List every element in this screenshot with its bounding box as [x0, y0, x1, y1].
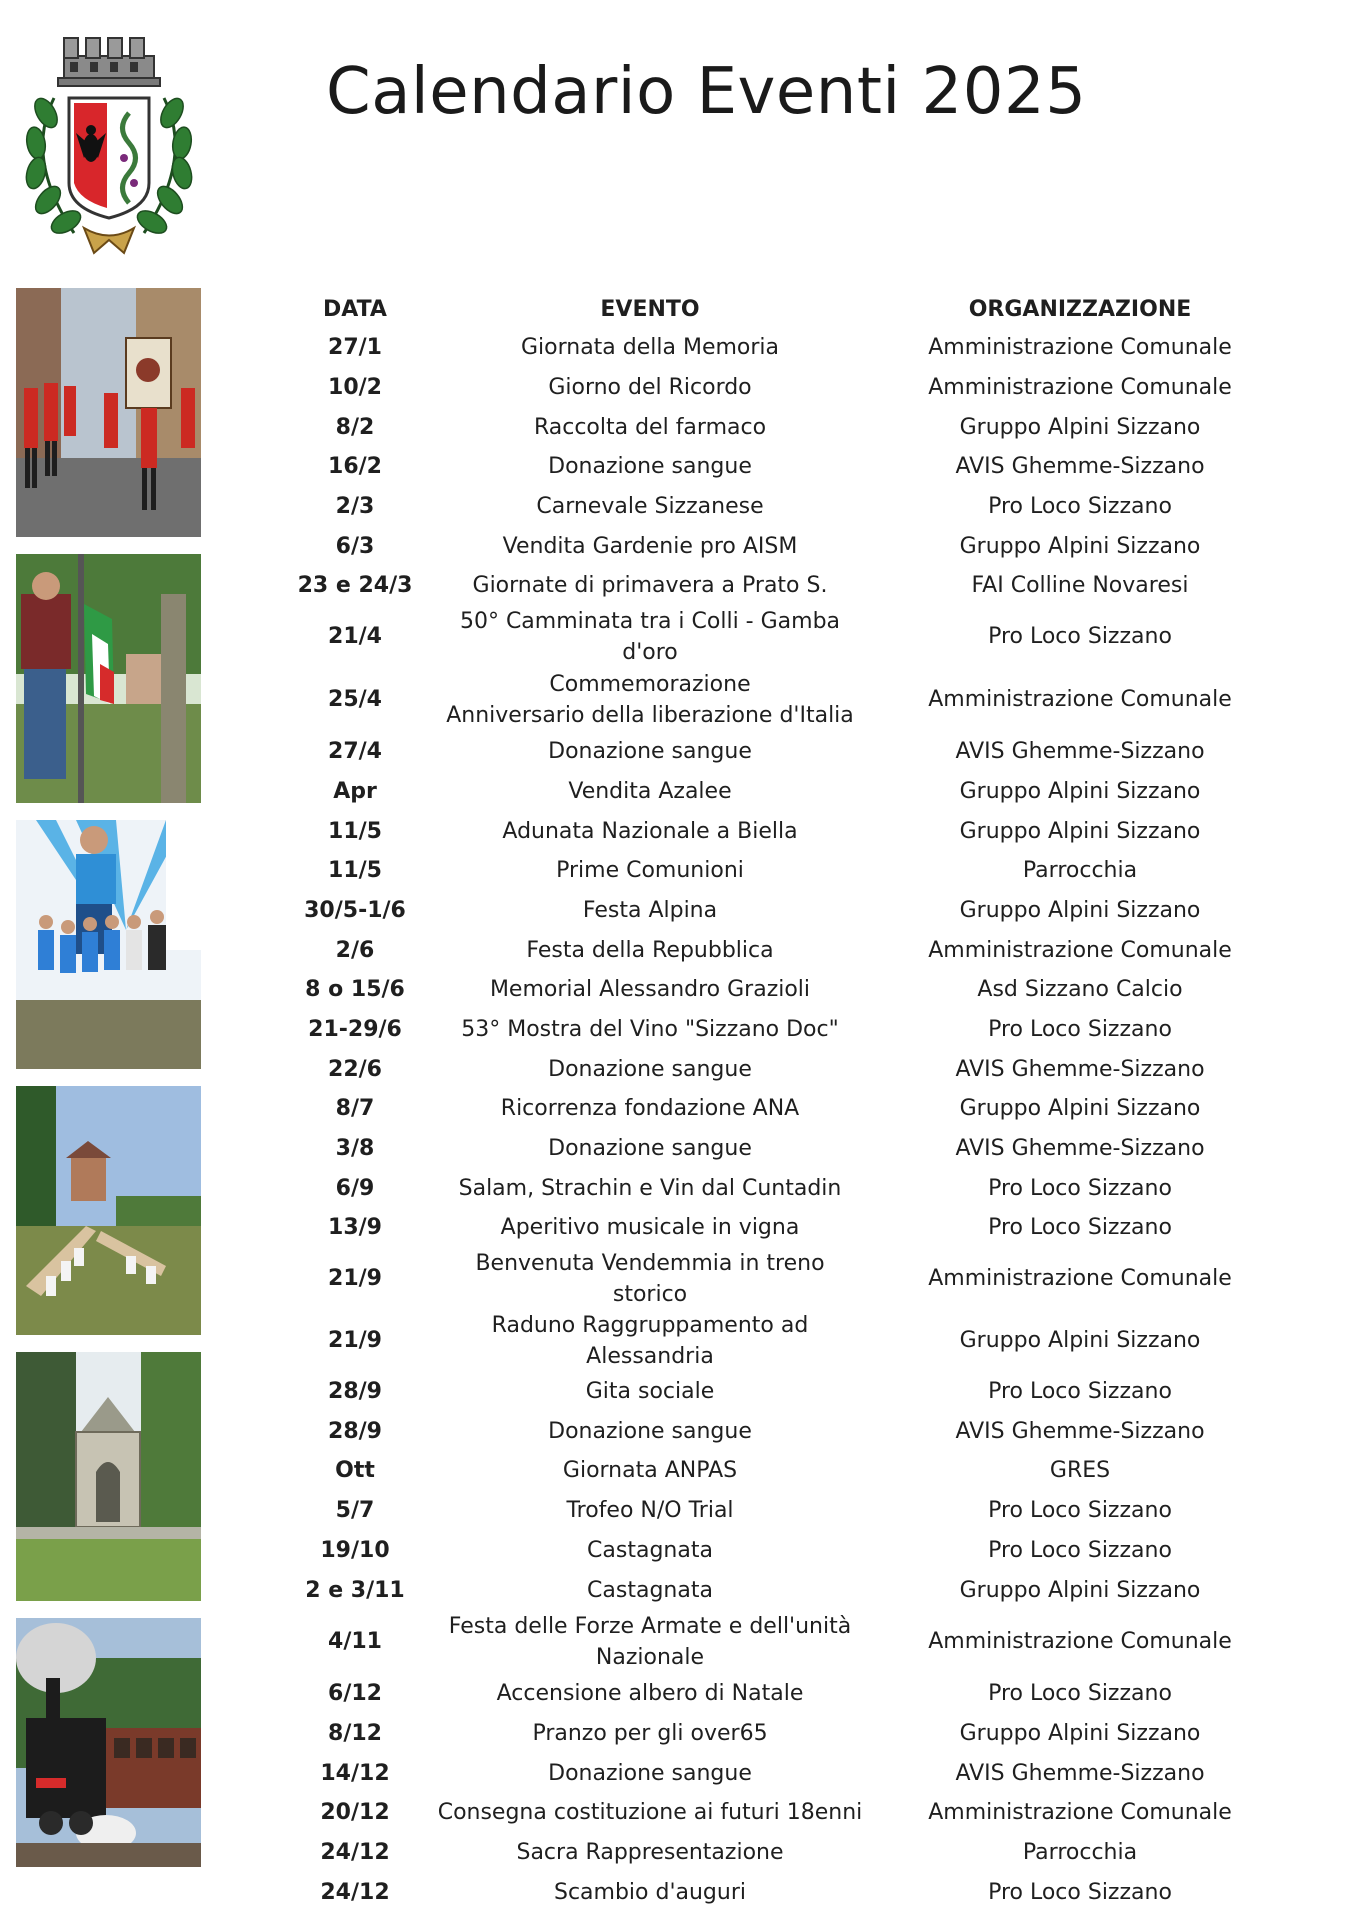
- event-name: [435, 606, 865, 668]
- table-row: [275, 447, 1295, 487]
- event-organizer: AVIS Ghemme-Sizzano: [955, 739, 1205, 765]
- table-row: [275, 328, 1295, 368]
- event-name: [435, 935, 865, 966]
- event-name: [435, 1054, 865, 1085]
- table-row: [275, 772, 1295, 812]
- table-row: [275, 1089, 1295, 1129]
- event-organizer: Amministrazione Comunale: [928, 1266, 1232, 1292]
- table-row: [275, 891, 1295, 931]
- event-organizer: Parrocchia: [1022, 1839, 1138, 1865]
- event-name: [435, 1758, 865, 1789]
- event-organizer: Amministrazione Comunale: [928, 1629, 1232, 1655]
- event-name: [435, 1310, 865, 1372]
- event-name-line: Donazione sangue: [548, 739, 752, 765]
- event-name: [435, 1248, 865, 1310]
- event-organizer: AVIS Ghemme-Sizzano: [955, 1760, 1205, 1786]
- event-date: 21/9: [328, 1266, 382, 1292]
- event-name-line: Nazionale: [595, 1644, 705, 1670]
- event-name: [435, 1495, 865, 1526]
- table-row: [275, 851, 1295, 891]
- event-name: [435, 1455, 865, 1486]
- event-name-line: Vendita Azalee: [568, 778, 732, 804]
- event-name-line: Consegna costituzione ai futuri 18enni: [437, 1800, 863, 1826]
- event-organizer: Pro Loco Sizzano: [988, 1498, 1172, 1524]
- event-name: [435, 1837, 865, 1868]
- event-organizer: Gruppo Alpini Sizzano: [959, 1577, 1201, 1603]
- event-date: 2/3: [335, 494, 375, 520]
- event-organizer: Gruppo Alpini Sizzano: [959, 897, 1201, 923]
- event-name-line: Donazione sangue: [548, 1136, 752, 1162]
- event-name-line: Vendita Gardenie pro AISM: [502, 533, 798, 559]
- event-date: 28/9: [328, 1379, 382, 1405]
- team-mural-photo: [16, 820, 201, 1069]
- event-date: 5/7: [335, 1498, 375, 1524]
- event-name-line: Donazione sangue: [548, 1418, 752, 1444]
- event-name: [435, 491, 865, 522]
- header-organization: ORGANIZZAZIONE: [968, 296, 1192, 322]
- table-row: [275, 1168, 1295, 1208]
- table-row: [275, 407, 1295, 447]
- event-name-line: Ricorrenza fondazione ANA: [500, 1096, 800, 1122]
- event-date: 14/12: [320, 1760, 390, 1786]
- event-organizer: Pro Loco Sizzano: [988, 494, 1172, 520]
- event-name: [435, 1535, 865, 1566]
- table-row: [275, 1610, 1295, 1674]
- event-name: [435, 1797, 865, 1828]
- event-organizer: GRES: [1049, 1458, 1111, 1484]
- event-name-line: Trofeo N/O Trial: [566, 1498, 734, 1524]
- event-name-line: Giornata ANPAS: [562, 1458, 738, 1484]
- event-date: 8/7: [335, 1096, 375, 1122]
- event-name-line: Benvenuta Vendemmia in treno storico: [475, 1250, 825, 1307]
- header-event: EVENTO: [600, 296, 700, 322]
- event-name: [435, 669, 865, 731]
- event-date: 28/9: [328, 1418, 382, 1444]
- event-date: 19/10: [320, 1537, 390, 1563]
- table-row: [275, 811, 1295, 851]
- event-name-line: Raccolta del farmaco: [533, 414, 767, 440]
- event-date: 11/5: [328, 858, 382, 884]
- event-name: [435, 412, 865, 443]
- event-name: [435, 372, 865, 403]
- event-name-line: Gita sociale: [585, 1379, 715, 1405]
- event-name-line: 50° Camminata tra i Colli - Gamba d'oro: [459, 608, 841, 665]
- chapel-photo: [16, 1352, 201, 1601]
- event-organizer: Pro Loco Sizzano: [988, 1537, 1172, 1563]
- events-table: [275, 290, 1295, 1912]
- event-name: [435, 332, 865, 363]
- event-date: 22/6: [328, 1056, 382, 1082]
- table-row: [275, 1372, 1295, 1412]
- event-organizer: Gruppo Alpini Sizzano: [959, 414, 1201, 440]
- event-name-line: Giornate di primavera a Prato S.: [472, 573, 828, 599]
- crown-icon: [58, 38, 160, 86]
- event-name-line: Accensione albero di Natale: [496, 1681, 804, 1707]
- event-name-line: Anniversario della liberazione d'Italia: [446, 702, 854, 728]
- event-organizer: Amministrazione Comunale: [928, 335, 1232, 361]
- event-name-line: Carnevale Sizzanese: [536, 494, 764, 520]
- event-name: [435, 570, 865, 601]
- event-name-line: Sacra Rappresentazione: [516, 1839, 784, 1865]
- event-name: [435, 531, 865, 562]
- event-name: [435, 1718, 865, 1749]
- table-row: [275, 1753, 1295, 1793]
- event-name-line: Prime Comunioni: [556, 858, 744, 884]
- event-date: Ott: [335, 1458, 375, 1484]
- table-row: [275, 1010, 1295, 1050]
- parade-photo: [16, 288, 201, 537]
- event-name-line: Salam, Strachin e Vin dal Cuntadin: [458, 1175, 842, 1201]
- event-date: 25/4: [328, 687, 382, 713]
- header-date: DATA: [323, 296, 387, 322]
- vineyard-dinner-photo: [16, 1086, 201, 1335]
- event-name: [435, 895, 865, 926]
- event-name: [435, 855, 865, 886]
- table-row: [275, 368, 1295, 408]
- page-title: Calendario Eventi 2025: [326, 55, 1087, 129]
- table-row: [275, 668, 1295, 732]
- event-name: [435, 974, 865, 1005]
- event-name-line: Aperitivo musicale in vigna: [500, 1215, 800, 1241]
- event-date: 2 e 3/11: [305, 1577, 405, 1603]
- table-row: [275, 930, 1295, 970]
- event-name: [435, 776, 865, 807]
- event-date: 3/8: [335, 1136, 375, 1162]
- event-organizer: Pro Loco Sizzano: [988, 1879, 1172, 1905]
- table-row: [275, 1793, 1295, 1833]
- table-row: [275, 970, 1295, 1010]
- event-name: [435, 1611, 865, 1673]
- table-row: [275, 1674, 1295, 1714]
- table-header: [275, 290, 1295, 328]
- event-organizer: Asd Sizzano Calcio: [977, 977, 1183, 1003]
- event-organizer: Gruppo Alpini Sizzano: [959, 1720, 1201, 1746]
- event-name: [435, 1416, 865, 1447]
- event-date: 21/9: [328, 1328, 382, 1354]
- steam-train-photo: [16, 1618, 201, 1867]
- event-date: 27/4: [328, 739, 382, 765]
- table-row: [275, 1411, 1295, 1451]
- event-organizer: Amministrazione Comunale: [928, 1800, 1232, 1826]
- event-name-line: Memorial Alessandro Grazioli: [489, 977, 811, 1003]
- event-organizer: Pro Loco Sizzano: [988, 1681, 1172, 1707]
- table-row: [275, 1451, 1295, 1491]
- event-organizer: Pro Loco Sizzano: [988, 1175, 1172, 1201]
- event-date: 8/12: [328, 1720, 382, 1746]
- event-organizer: AVIS Ghemme-Sizzano: [955, 454, 1205, 480]
- table-row: [275, 732, 1295, 772]
- event-date: 13/9: [328, 1215, 382, 1241]
- event-name-line: Raduno Raggruppamento ad Alessandria: [491, 1312, 809, 1369]
- event-name-line: Commemorazione: [549, 671, 751, 697]
- event-organizer: Amministrazione Comunale: [928, 375, 1232, 401]
- event-date: 30/5-1/6: [304, 897, 406, 923]
- photo-strip: [16, 288, 201, 1884]
- event-name-line: Castagnata: [587, 1577, 713, 1603]
- event-name-line: Donazione sangue: [548, 1760, 752, 1786]
- event-date: 21-29/6: [308, 1016, 402, 1042]
- event-name-line: Festa della Repubblica: [526, 937, 774, 963]
- table-body: [275, 328, 1295, 1912]
- event-date: 20/12: [320, 1800, 390, 1826]
- event-organizer: Pro Loco Sizzano: [988, 1379, 1172, 1405]
- event-name: [435, 1014, 865, 1045]
- event-organizer: Gruppo Alpini Sizzano: [959, 818, 1201, 844]
- event-organizer: Pro Loco Sizzano: [988, 1016, 1172, 1042]
- event-date: 11/5: [328, 818, 382, 844]
- event-name: [435, 1133, 865, 1164]
- municipal-crest-logo: [14, 18, 204, 268]
- flag-raising-photo: [16, 554, 201, 803]
- event-name: [435, 816, 865, 847]
- event-name: [435, 1173, 865, 1204]
- event-date: 8/2: [335, 414, 375, 440]
- event-organizer: Parrocchia: [1022, 858, 1138, 884]
- event-name-line: Pranzo per gli over65: [532, 1720, 768, 1746]
- event-name: [435, 1093, 865, 1124]
- event-name-line: Donazione sangue: [548, 454, 752, 480]
- event-organizer: Amministrazione Comunale: [928, 937, 1232, 963]
- event-date: Apr: [333, 778, 377, 804]
- event-date: 21/4: [328, 624, 382, 650]
- event-name-line: Donazione sangue: [548, 1056, 752, 1082]
- event-name-line: Scambio d'auguri: [553, 1879, 746, 1905]
- event-date: 4/11: [328, 1629, 382, 1655]
- event-date: 23 e 24/3: [297, 573, 413, 599]
- table-row: [275, 1491, 1295, 1531]
- event-name: [435, 451, 865, 482]
- event-name: [435, 1877, 865, 1908]
- event-organizer: AVIS Ghemme-Sizzano: [955, 1418, 1205, 1444]
- table-row: [275, 526, 1295, 566]
- table-row: [275, 1872, 1295, 1912]
- event-name-line: Castagnata: [587, 1537, 713, 1563]
- event-name: [435, 1376, 865, 1407]
- event-name-line: Giorno del Ricordo: [548, 375, 752, 401]
- event-date: 10/2: [328, 375, 382, 401]
- event-date: 6/9: [335, 1175, 375, 1201]
- event-name-line: Festa Alpina: [582, 897, 718, 923]
- event-name-line: 53° Mostra del Vino "Sizzano Doc": [461, 1016, 839, 1042]
- event-name: [435, 1678, 865, 1709]
- event-date: 8 o 15/6: [305, 977, 405, 1003]
- event-date: 6/3: [335, 533, 375, 559]
- shield-icon: [69, 98, 149, 218]
- event-date: 24/12: [320, 1879, 390, 1905]
- event-name: [435, 736, 865, 767]
- event-organizer: Gruppo Alpini Sizzano: [959, 533, 1201, 559]
- event-name: [435, 1575, 865, 1606]
- event-organizer: AVIS Ghemme-Sizzano: [955, 1136, 1205, 1162]
- table-row: [275, 606, 1295, 668]
- event-date: 24/12: [320, 1839, 390, 1865]
- table-row: [275, 1310, 1295, 1372]
- table-row: [275, 1714, 1295, 1754]
- event-organizer: AVIS Ghemme-Sizzano: [955, 1056, 1205, 1082]
- event-date: 6/12: [328, 1681, 382, 1707]
- table-row: [275, 566, 1295, 606]
- table-row: [275, 1129, 1295, 1169]
- table-row: [275, 1531, 1295, 1571]
- table-row: [275, 1570, 1295, 1610]
- event-date: 2/6: [335, 937, 375, 963]
- event-name-line: Adunata Nazionale a Biella: [502, 818, 798, 844]
- event-date: 16/2: [328, 454, 382, 480]
- table-row: [275, 487, 1295, 527]
- event-date: 27/1: [328, 335, 382, 361]
- table-row: [275, 1833, 1295, 1873]
- event-name-line: Giornata della Memoria: [520, 335, 780, 361]
- event-organizer: FAI Colline Novaresi: [971, 573, 1189, 599]
- table-row: [275, 1208, 1295, 1248]
- event-name-line: Festa delle Forze Armate e dell'unità: [448, 1613, 852, 1639]
- event-organizer: Pro Loco Sizzano: [988, 624, 1172, 650]
- event-organizer: Gruppo Alpini Sizzano: [959, 1096, 1201, 1122]
- event-organizer: Gruppo Alpini Sizzano: [959, 1328, 1201, 1354]
- event-organizer: Gruppo Alpini Sizzano: [959, 778, 1201, 804]
- table-row: [275, 1049, 1295, 1089]
- event-organizer: Amministrazione Comunale: [928, 687, 1232, 713]
- event-organizer: Pro Loco Sizzano: [988, 1215, 1172, 1241]
- event-name: [435, 1212, 865, 1243]
- table-row: [275, 1248, 1295, 1310]
